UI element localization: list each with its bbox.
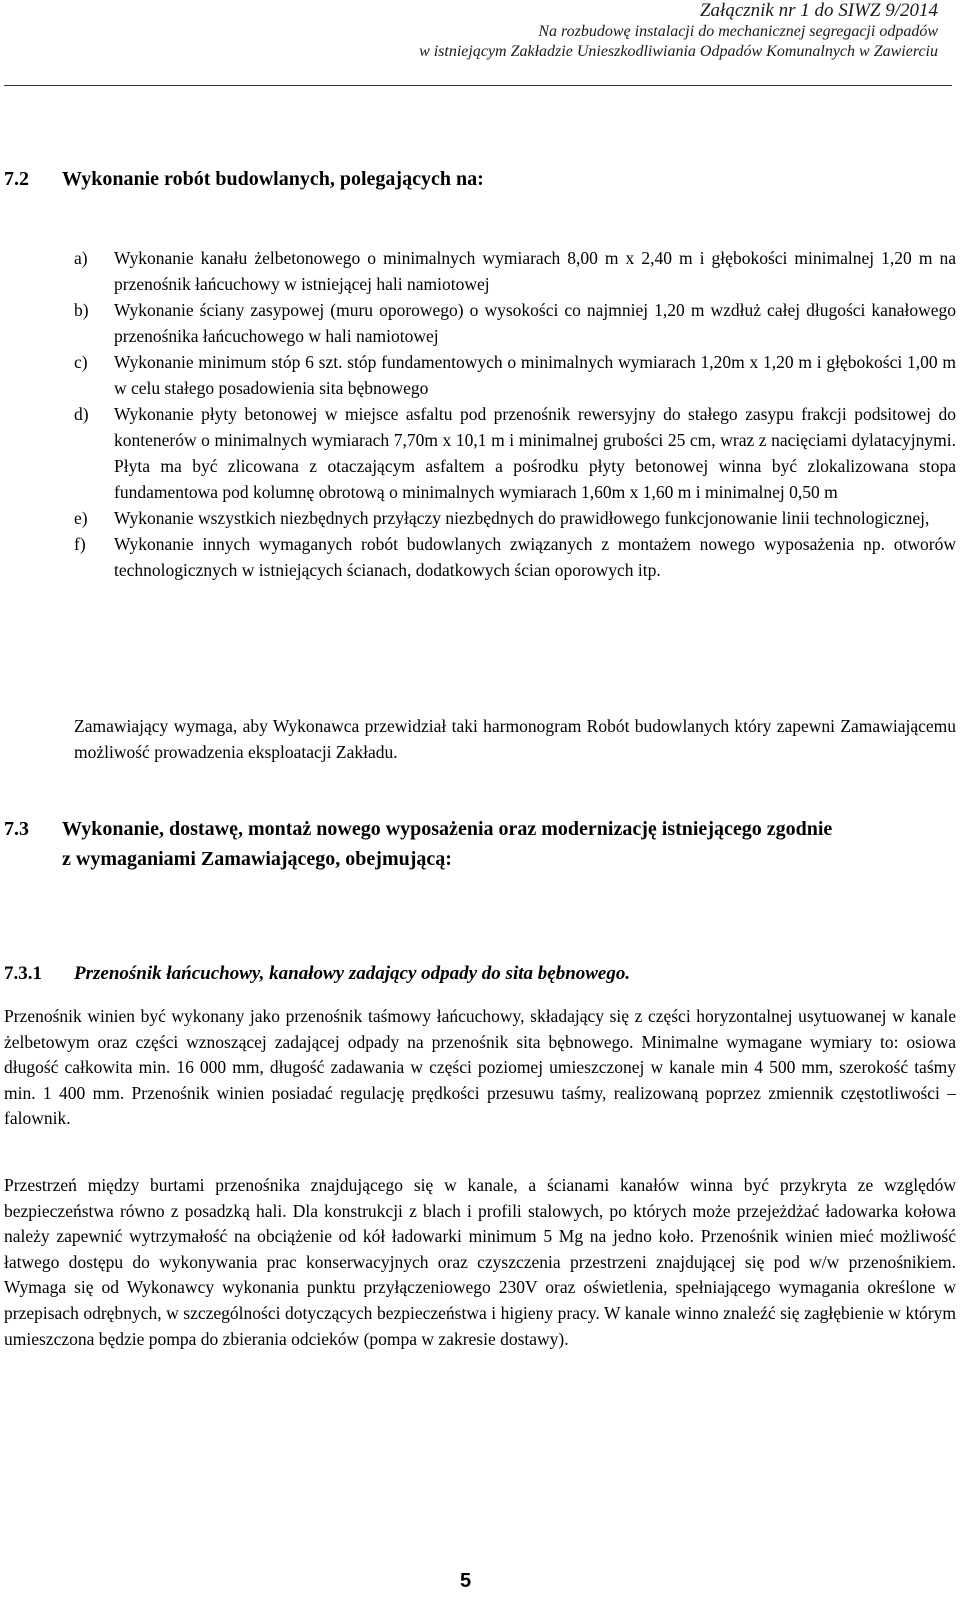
conveyor-safety-paragraph: Przestrzeń między burtami przenośnika znajdującego się w kanale, a ścianami kanałów winna być przykryta ze względów bezpieczeństwa równo z posadzką hali. Dla konstrukcji z blach i profili stalowych, po których może przejeżdżać ładowarka kołowa należy zapewnić wytrzymałość na obciążenie od kół ładowarki minimum 5 Mg na jedno koło. Przenośnik winien mieć możliwość łatwego dostępu do wykonywania prac konserwacyjnych oraz czyszczenia przestrzeni znajdującej się pod w/w przenośnikiem. Wymaga się od Wykonawcy wykonania punktu przyłączeniowego 230V oraz oświetlenia, spełniającego wymagania określone w przepisach odrębnych, w szczególności dotyczących bezpieczeństwa i higieny pracy. W kanale winno znaleźć się zagłębienie w którym umieszczona będzie pompa do zbierania odcieków (pompa w zakresie dostawy).: [4, 1175, 956, 1349]
section-title: Wykonanie robót budowlanych, polegających na:: [62, 168, 484, 190]
list-item: d) Wykonanie płyty betonowej w miejsce asfaltu pod przenośnik rewersyjny do stałego zasypu frakcji podsitowej do kontenerów o minimalnych wymiarach 7,70m x 10,1 m i minimalnej grubości 25 cm, wraz z nacięciami dylatacyjnymi. Płyta ma być zlicowana z otaczającym asfaltem a pośrodku płyty betonowej winna być zlokalizowana stopa fundamentowa pod kolumnę obrotową o minimalnych wymiarach 1,60m x 1,60 m i minimalnej 0,50 m: [74, 404, 956, 502]
list-item: b) Wykonanie ściany zasypowej (muru oporowego) o wysokości co najmniej 1,20 m wzdłuż całej długości kanałowego przenośnika łańcuchowego w hali namiotowej: [74, 300, 956, 346]
section-number: 7.3: [4, 818, 29, 840]
section-7-2-heading: [0, 168, 960, 194]
subsection-number: 7.3.1: [4, 963, 42, 984]
page-header: [419, 0, 938, 62]
section-number: 7.2: [4, 168, 29, 190]
works-list: [74, 245, 956, 583]
header-annex-line: Załącznik nr 1 do SIWZ 9/2014: [699, 0, 938, 21]
section-7-3-heading: [0, 818, 960, 878]
conveyor-description-paragraph: Przenośnik winien być wykonany jako przenośnik taśmowy łańcuchowy, składający się z części horyzontalnej usytuowanej w kanale żelbetowym oraz części wznoszącej zadającej odpady na przenośnik sita bębnowego. Minimalne wymagane wymiary to: osiowa długość całkowita min. 16 000 mm, długość zadawania w części poziomej umieszczonej w kanale min 4 500 mm, szerokość taśmy min. 1 400 mm. Przenośnik winien posiadać regulację prędkości przesuwu taśmy, realizowaną poprzez zmiennik częstotliwości – falownik.: [4, 1006, 956, 1129]
header-location-line: w istniejącym Zakładzie Unieszkodliwiania Odpadów Komunalnych w Zawierciu: [419, 43, 938, 60]
page-number: 5: [460, 1570, 472, 1592]
list-item: c) Wykonanie minimum stóp 6 szt. stóp fundamentowych o minimalnych wymiarach 1,20m x 1,20 m i głębokości 1,00 m w celu stałego posadowienia sita bębnowego: [74, 352, 956, 398]
list-item: f) Wykonanie innych wymaganych robót budowlanych związanych z montażem nowego wyposażenia np. otworów technologicznych w istniejących ścianach, dodatkowych ścian oporowych itp.: [74, 534, 956, 580]
subsection-title: Przenośnik łańcuchowy, kanałowy zadający odpady do sita bębnowego.: [74, 963, 631, 984]
list-item: a) Wykonanie kanału żelbetonowego o minimalnych wymiarach 8,00 m x 2,40 m i głębokości minimalnej 1,20 m na przenośnik łańcuchowy w istniejącej hali namiotowej: [74, 248, 956, 294]
list-item: e) Wykonanie wszystkich niezbędnych przyłączy niezbędnych do prawidłowego funkcjonowanie linii technologicznej,: [74, 508, 930, 528]
header-title-line: Na rozbudowę instalacji do mechanicznej segregacji odpadów: [538, 23, 938, 40]
schedule-note: Zamawiający wymaga, aby Wykonawca przewidział taki harmonogram Robót budowlanych który zapewni Zamawiającemu możliwość prowadzenia eksploatacji Zakładu.: [74, 716, 956, 762]
section-title-line-2: z wymaganiami Zamawiającego, obejmującą:: [62, 848, 452, 870]
section-title-line-1: Wykonanie, dostawę, montaż nowego wyposażenia oraz modernizację istniejącego zgodnie: [62, 818, 833, 840]
header-divider: [4, 85, 952, 86]
section-7-3-1-heading: [4, 963, 631, 985]
